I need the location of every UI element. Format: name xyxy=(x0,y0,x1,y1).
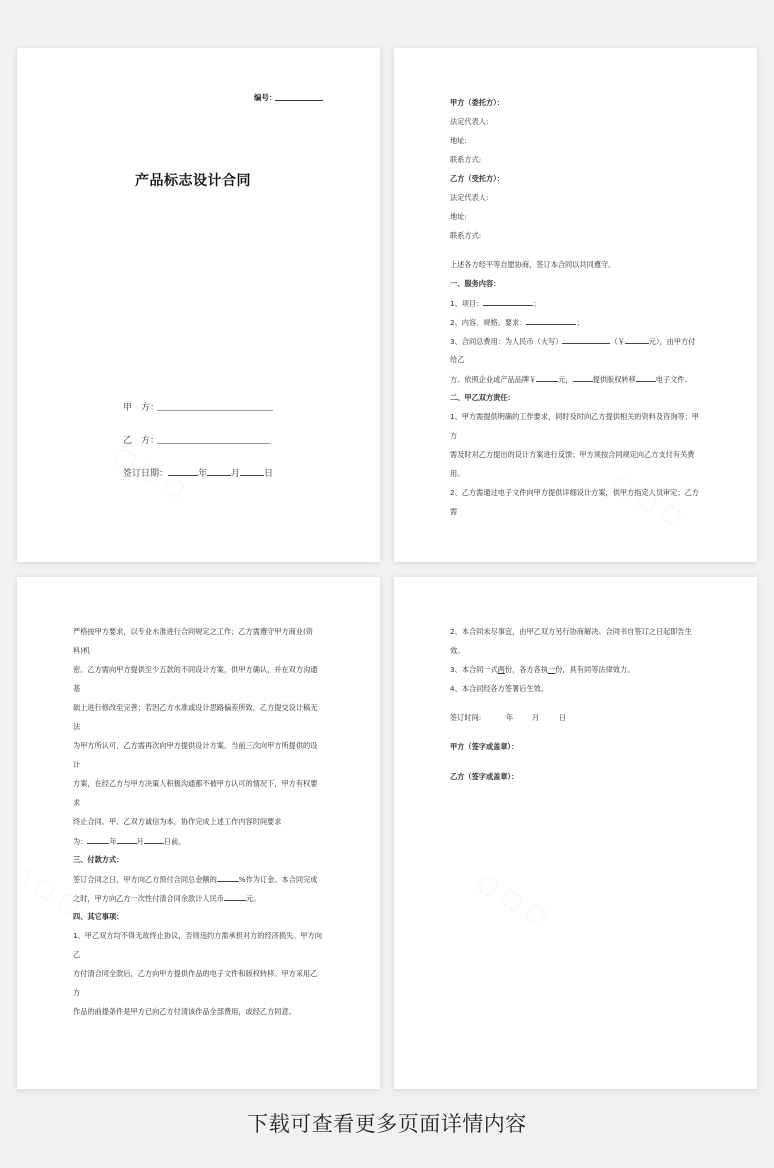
party-b-header: 乙方（受托方）： xyxy=(450,174,504,183)
sign-date-year: 年 xyxy=(198,469,208,479)
duty1-line-c: 需及时对乙方提出的设计方案进行反馈；甲方须按合同规定向乙方支付有关费 xyxy=(450,450,695,459)
terms-line: 方案，在经乙方与甲方决策人积极沟通都不被甲方认可的情况下，甲方有权要 xyxy=(73,779,318,788)
clause4-line: 4、本合同经各方签署后生效。 xyxy=(450,684,549,693)
duty1-line-b: 方 xyxy=(450,431,458,440)
terms-line: 料)机 xyxy=(73,646,91,655)
sign-time-year: 年 xyxy=(506,713,514,722)
terms-line: 法 xyxy=(73,722,81,731)
page-signatures xyxy=(394,577,757,1089)
party-b-legal-rep: 法定代表人: xyxy=(450,193,489,202)
document-title: 产品标志设计合同 xyxy=(135,173,251,189)
other-line: 作品的前提条件是甲方已向乙方付清该作品全部费用，或经乙方同意。 xyxy=(73,1007,296,1016)
payment-line-a: 签订合同之日，甲方向乙方预付合同总金额的 %作为订金。本合同完成 xyxy=(73,875,318,884)
other-line: 1、甲乙双方均不得无故终止协议，否则违约方需承担对方的经济损失。甲方向 xyxy=(73,931,322,940)
sign-date-month: 月 xyxy=(231,469,241,479)
party-a-legal-rep: 法定代表人: xyxy=(450,117,489,126)
party-a-header: 甲方（委托方）： xyxy=(450,98,504,107)
duty1-line-d: 用。 xyxy=(450,469,465,478)
contract-number-label: 编号： xyxy=(254,93,277,102)
duty1-line-a: 1、甲方需提供明确的工作要求，同时及时向乙方提供相关的资料及咨询等；甲 xyxy=(450,412,699,421)
service-item-3-cont: 给乙 xyxy=(450,355,465,364)
contract-number-line xyxy=(275,100,323,101)
terms-line: 严格按甲方要求，以专业水准进行合同规定之工作；乙方需遵守甲方商业(资 xyxy=(73,627,313,636)
page-cover xyxy=(17,48,380,562)
section3-title: 三、付款方式： xyxy=(73,855,124,864)
party-b-contact: 联系方式: xyxy=(450,231,482,240)
sign-date-prefix: 签订日期： xyxy=(123,469,169,479)
sign-date-day: 日 xyxy=(264,469,274,479)
intro-text: 上述各方经平等自愿协商，签订本合同以共同遵守。 xyxy=(450,260,616,269)
party-b-label: 乙 方： xyxy=(123,436,160,446)
terms-line: 为甲方所认可，乙方需再次向甲方提供设计方案，当前三次向甲方所提供的设 xyxy=(73,741,318,750)
terms-line: 计 xyxy=(73,760,81,769)
watermark xyxy=(608,471,687,531)
party-a-line xyxy=(157,410,273,411)
terms-line: 础上进行修改至完善；若因乙方水准或设计思路偏差所致，乙方提交设计稿无 xyxy=(73,703,318,712)
watermark xyxy=(17,860,84,920)
terms-line: 密。乙方需向甲方提供至少五款的不同设计方案，供甲方确认，并在双方沟通 xyxy=(73,665,318,674)
other-line: 方 xyxy=(73,988,81,997)
clause3-line: 3、本合同一式两份，各方各执一份，具有同等法律效力。 xyxy=(450,665,635,674)
deadline-line: 为： 年 月 日前。 xyxy=(73,837,186,846)
section4-title: 四、其它事项： xyxy=(73,912,124,921)
party-a-signature: 甲方（签字或盖章）： xyxy=(450,742,519,751)
other-line: 方付清合同全款后，乙方向甲方提供作品的电子文件和版权转移。甲方采用乙 xyxy=(73,969,318,978)
payment-line-b: 之时，甲方向乙方一次性付清合同余款计人民币 元。 xyxy=(73,894,261,903)
terms-line: 基 xyxy=(73,684,81,693)
party-a-address: 地址: xyxy=(450,136,467,145)
sign-time-day: 日 xyxy=(559,713,567,722)
page-terms xyxy=(17,577,380,1089)
duty2-line-a: 2、乙方需通过电子文件向甲方提供详细设计方案，供甲方指定人员审定；乙方 xyxy=(450,488,699,497)
party-a-label: 甲 方： xyxy=(123,403,160,413)
section2-title: 二、甲乙双方责任： xyxy=(450,393,515,402)
section1-title: 一、服务内容： xyxy=(450,279,501,288)
service-item-3-cont2: 方。依照企业或产品品牌￥ 元， 提供版权转移 电子文件。 xyxy=(450,375,692,384)
clause2-line-b: 效。 xyxy=(450,646,465,655)
footer-caption: 下载可查看更多页面详情内容 xyxy=(247,1112,527,1136)
party-b-line xyxy=(157,443,271,444)
watermark xyxy=(473,870,552,930)
page-parties xyxy=(394,48,757,562)
service-item-2: 2、内容、规格、要求： ； xyxy=(450,318,584,327)
terms-line: 求 xyxy=(73,798,81,807)
party-a-contact: 联系方式: xyxy=(450,155,482,164)
service-item-1: 1、项目： ； xyxy=(450,299,541,308)
service-item-3: 3、合同总费用：为人民币（大写） （￥ 元），由甲方付 xyxy=(450,337,696,346)
terms-line: 终止合同。甲、乙双方诚信为本，协作完成上述工作内容时间要求 xyxy=(73,817,282,826)
sign-time-label: 签订时间: xyxy=(450,713,482,722)
party-b-signature: 乙方（签字或盖章）： xyxy=(450,772,519,781)
sign-date-row xyxy=(123,466,273,479)
party-b-address: 地址: xyxy=(450,212,467,221)
duty2-line-b: 需 xyxy=(450,507,458,516)
clause2-line-a: 2、本合同未尽事宜，由甲乙双方另行协商解决。合同书自签订之日起即告生 xyxy=(450,627,692,636)
other-line: 乙 xyxy=(73,950,81,959)
sign-time-month: 月 xyxy=(532,713,540,722)
